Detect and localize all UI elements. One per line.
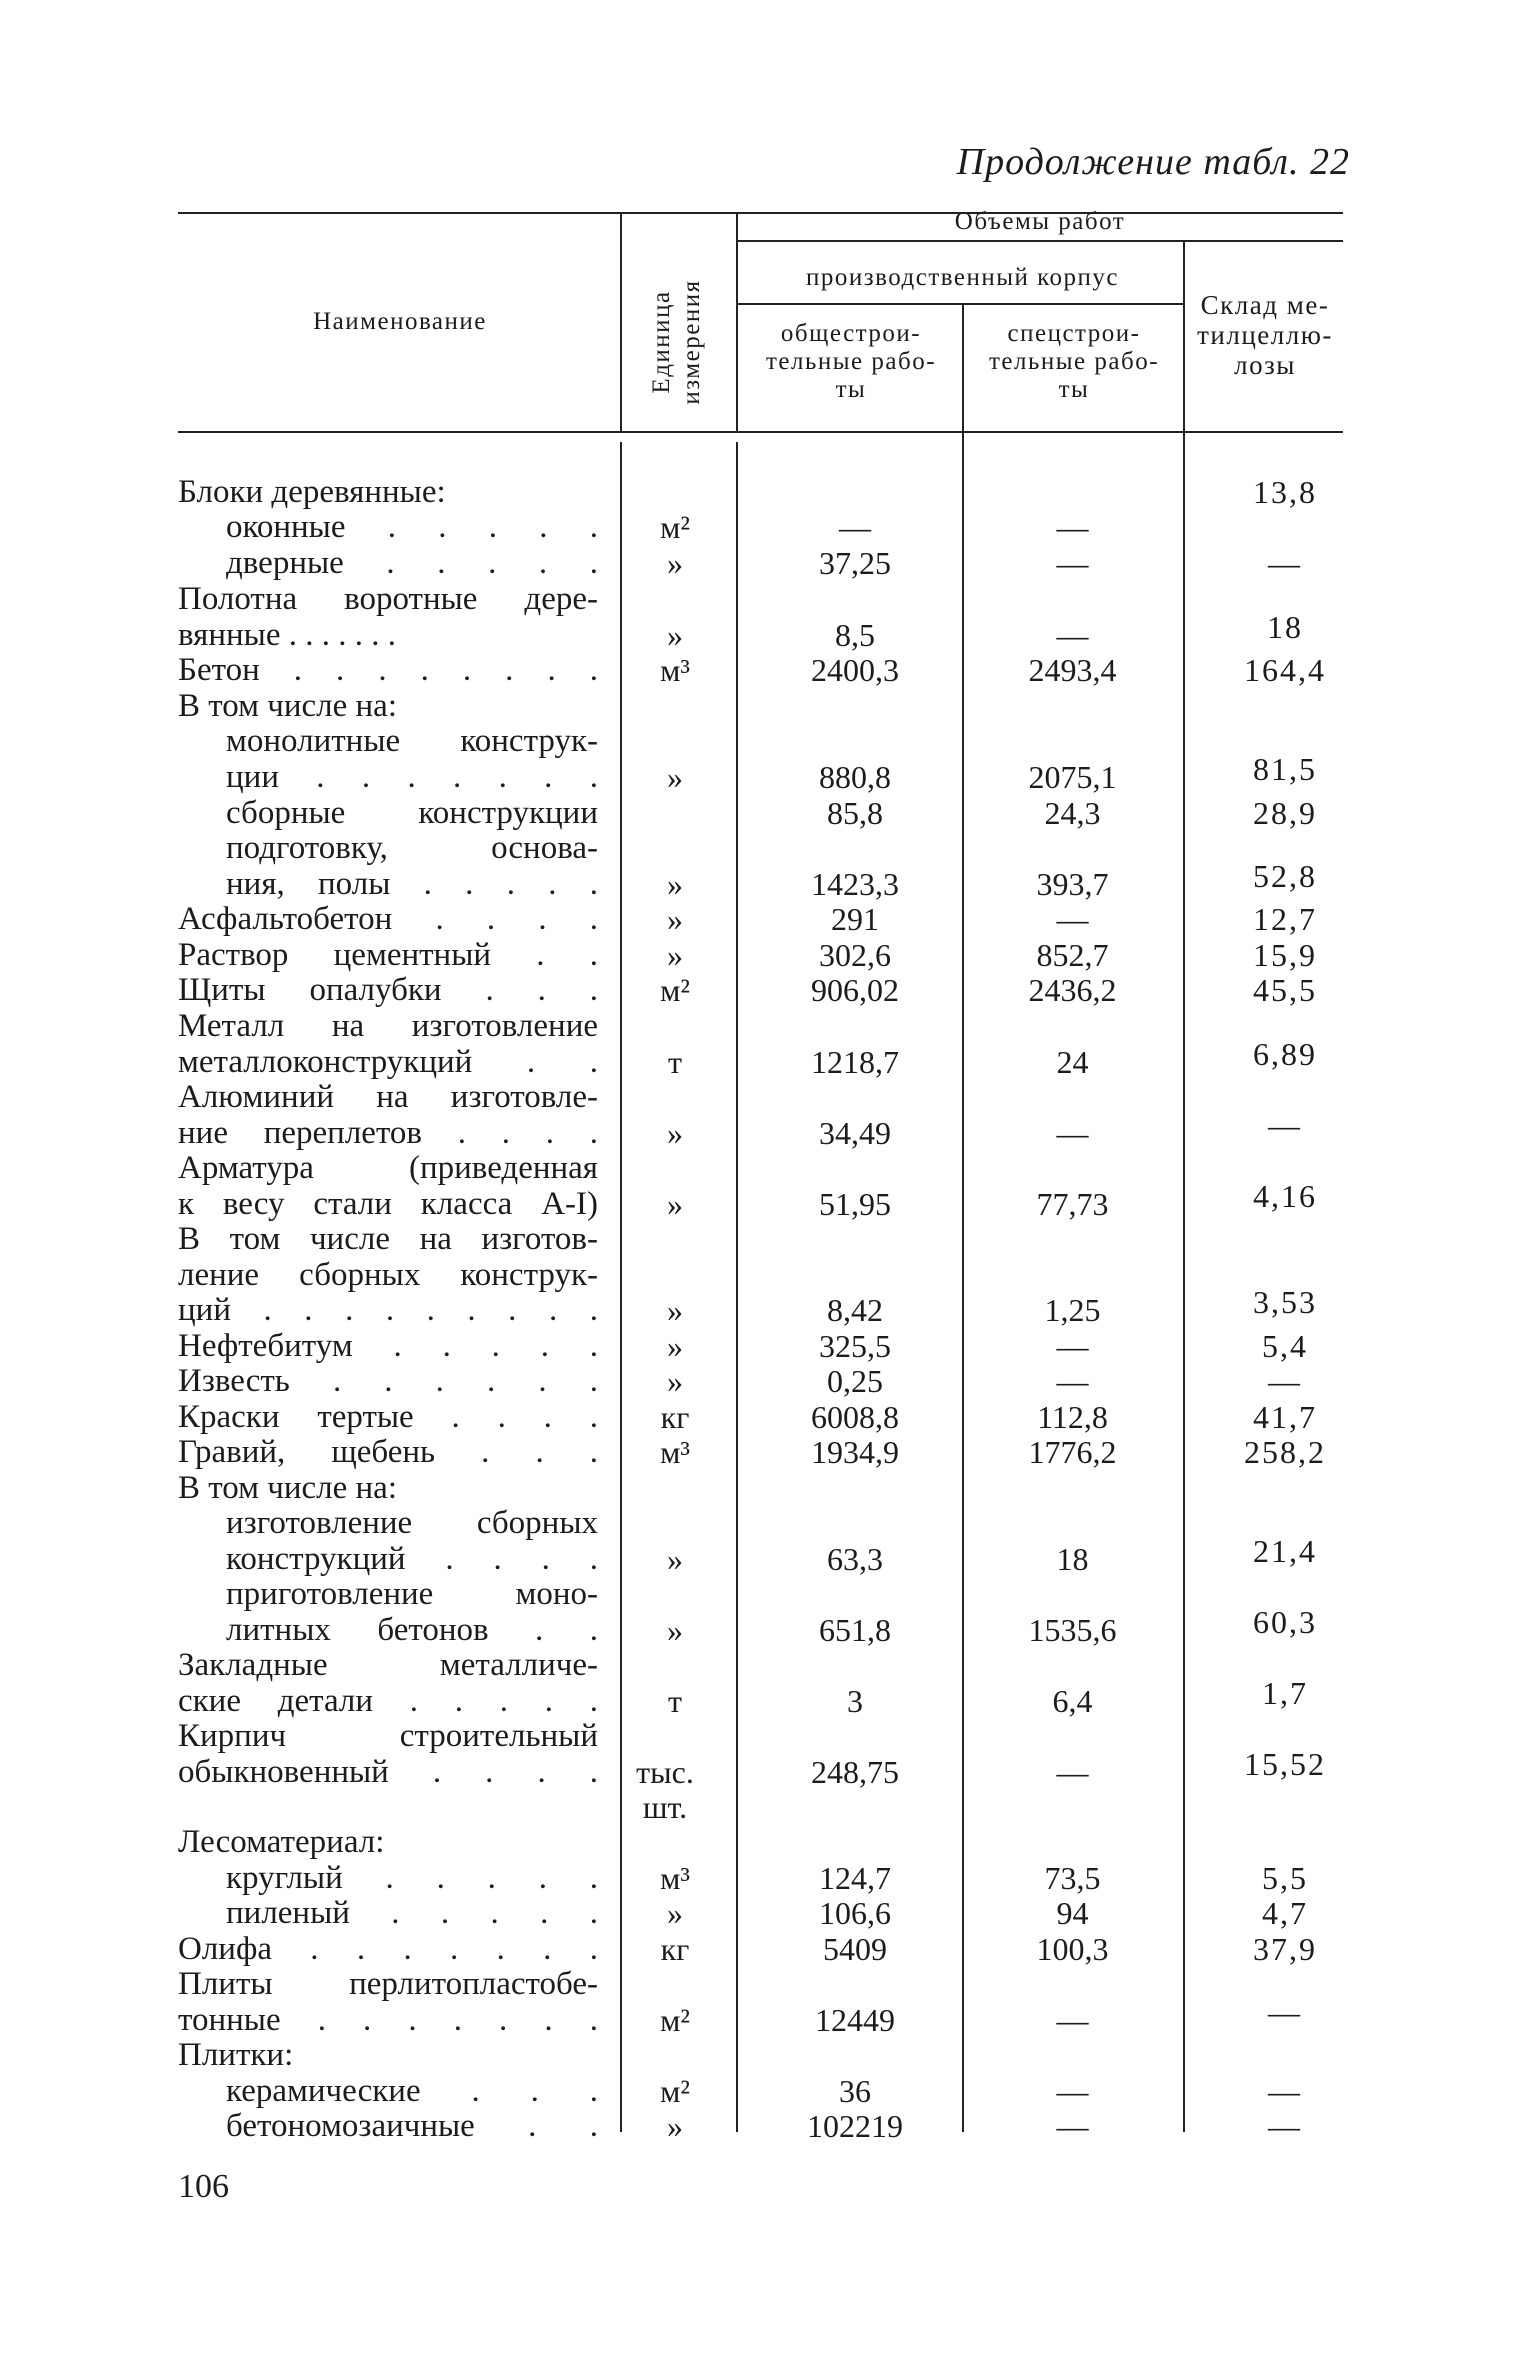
item-name-line: приготовление моно-: [226, 1576, 598, 1612]
unit-cell: »: [667, 1540, 683, 1577]
warehouse-cell: 4,7: [1262, 1895, 1308, 1931]
item-name-line: сборные конструкции: [226, 795, 598, 831]
item-name-line: Олифа . . . . . . .: [178, 1931, 598, 1967]
unit-cell: м³: [660, 652, 690, 688]
general-construction-cell: 37,25: [819, 545, 891, 581]
header-divider-special: [962, 305, 964, 432]
general-construction-cell: 3: [847, 1682, 863, 1719]
header-warehouse-line-3: лозы: [1234, 350, 1296, 380]
general-construction-cell: 1218,7: [811, 1043, 899, 1080]
header-unit: Единица измерения: [648, 279, 705, 405]
unit-cell: »: [667, 937, 683, 973]
warehouse-cell: 12,7: [1253, 901, 1317, 937]
unit-cell: т: [668, 1682, 682, 1719]
unit-cell: »: [667, 1611, 683, 1648]
warehouse-cell: 5,4: [1262, 1328, 1308, 1364]
general-construction-cell: 63,3: [827, 1540, 883, 1577]
header-warehouse-line-2: тилцеллю-: [1197, 320, 1333, 350]
general-construction-cell: 0,25: [827, 1363, 883, 1399]
item-name-line: оконные . . . . .: [226, 509, 598, 545]
item-name: [178, 1648, 598, 1719]
unit-cell: »: [667, 1292, 683, 1329]
special-construction-cell: —: [1056, 616, 1089, 653]
special-construction-cell: 1535,6: [1028, 1611, 1117, 1648]
item-name: [178, 475, 598, 511]
item-name: [178, 1861, 598, 1897]
item-name-line: В том числе на:: [178, 1470, 397, 1506]
item-name: [178, 653, 598, 689]
item-name-line: ции . . . . . . .: [226, 758, 598, 795]
warehouse-cell: 60,3: [1253, 1603, 1317, 1640]
special-construction-cell: 24: [1056, 1043, 1089, 1080]
special-construction-cell: —: [1056, 545, 1089, 581]
unit-cell: »: [667, 1363, 683, 1399]
header-warehouse-line-1: Склад ме-: [1200, 290, 1330, 320]
warehouse-cell: 81,5: [1253, 750, 1317, 787]
warehouse-cell: —: [1268, 1363, 1302, 1399]
special-construction-cell: 73,5: [1044, 1860, 1101, 1896]
special-construction-cell: —: [1056, 509, 1089, 545]
item-name-line: Известь . . . . . .: [178, 1363, 598, 1399]
item-name-line: Раствор цементный . .: [178, 937, 598, 973]
item-name: [178, 1932, 598, 1968]
item-name-line: ния, полы . . . . .: [226, 865, 598, 902]
item-name-line: Асфальтобетон . . . .: [178, 901, 598, 937]
special-construction-cell: 1,25: [1044, 1292, 1101, 1329]
item-name-line: ление сборных конструк-: [178, 1256, 598, 1293]
item-name: [178, 1080, 598, 1151]
header-warehouse: [1186, 290, 1344, 380]
item-name-line: ций . . . . . . . . .: [178, 1292, 598, 1329]
item-name-line: изготовление сборных: [226, 1505, 598, 1541]
item-name-line: литных бетонов . .: [226, 1611, 598, 1648]
header-volumes: Объемы работ: [954, 208, 1126, 235]
item-name: [178, 1364, 598, 1400]
unit-cell: »: [667, 901, 683, 937]
item-name-line: Нефтебитум . . . . .: [178, 1328, 598, 1364]
item-name: [178, 796, 598, 832]
general-construction-cell: 325,5: [819, 1328, 891, 1364]
item-name: [178, 1967, 598, 2038]
header-special-line-2: тельные рабо-: [988, 348, 1160, 375]
unit-cell: »: [667, 758, 683, 795]
warehouse-cell: —: [1268, 2108, 1302, 2144]
special-construction-cell: 18: [1056, 1540, 1089, 1577]
header-special-line-1: спецстрои-: [1007, 320, 1141, 347]
special-construction-cell: —: [1056, 2001, 1089, 2038]
item-name-line: Плитки:: [178, 2037, 294, 2073]
special-construction-cell: 852,7: [1036, 937, 1109, 973]
item-name: [178, 1719, 598, 1790]
body-divider-general: [736, 442, 738, 2132]
special-construction-cell: 6,4: [1052, 1682, 1093, 1719]
item-name-line: Щиты опалубки . . .: [178, 972, 598, 1008]
item-name-line: вянные . . . . . . .: [178, 616, 396, 653]
unit-cell: т: [668, 1043, 682, 1080]
item-name-line: тонные . . . . . . .: [178, 2001, 598, 2038]
item-name-line: Плиты перлитопластобе-: [178, 1966, 598, 2002]
general-construction-cell: 85,8: [827, 795, 883, 831]
general-construction-cell: 6008,8: [811, 1399, 899, 1435]
header-name: Наименование: [313, 308, 487, 335]
special-construction-cell: 2493,4: [1028, 652, 1117, 688]
warehouse-cell: 52,8: [1253, 857, 1317, 894]
special-construction-cell: —: [1056, 2108, 1089, 2144]
unit-cell: м³: [660, 1434, 690, 1470]
general-construction-cell: —: [839, 509, 871, 545]
warehouse-cell: 21,4: [1253, 1532, 1317, 1569]
unit-cell: »: [667, 1114, 683, 1151]
page-number: 106: [178, 2168, 229, 2205]
general-construction-cell: 1934,9: [811, 1434, 899, 1470]
special-construction-cell: 2436,2: [1028, 972, 1117, 1008]
item-name-line: Металл на изготовление: [178, 1008, 598, 1044]
item-name-line: Блоки деревянные:: [178, 474, 446, 510]
item-name: [178, 689, 598, 725]
unit-cell: м²: [660, 972, 690, 1008]
general-construction-cell: 248,75: [811, 1753, 899, 1790]
item-name-line: металлоконструкций . .: [178, 1043, 598, 1080]
general-construction-cell: 12449: [815, 2001, 895, 2038]
item-name: [178, 973, 598, 1009]
item-name-line: конструкций . . . .: [226, 1540, 598, 1577]
item-name-line: к весу стали класса А-I): [178, 1185, 598, 1222]
special-construction-cell: 393,7: [1036, 865, 1109, 902]
header-general-line-3: ты: [835, 376, 867, 403]
item-name-line: Алюминий на изготовле-: [178, 1079, 598, 1115]
special-construction-cell: 77,73: [1036, 1185, 1109, 1222]
unit-cell: м²: [660, 2073, 690, 2109]
unit-cell: »: [667, 1328, 683, 1364]
warehouse-cell: 1,7: [1262, 1674, 1308, 1711]
warehouse-cell: —: [1268, 2073, 1302, 2109]
item-name: [178, 510, 598, 546]
item-name: [178, 1151, 598, 1222]
warehouse-cell: 258,2: [1244, 1434, 1326, 1470]
warehouse-cell: —: [1268, 1106, 1302, 1143]
warehouse-cell: 18: [1267, 608, 1303, 645]
general-construction-cell: 5409: [823, 1931, 887, 1967]
unit-cell: »: [667, 1185, 683, 1222]
general-construction-cell: 34,49: [819, 1114, 891, 1151]
item-name-line: керамические . . .: [226, 2073, 598, 2109]
general-construction-cell: 2400,3: [811, 652, 899, 688]
volumes-rule: [738, 240, 1343, 242]
item-name-line: монолитные конструк-: [226, 723, 598, 759]
item-name-line: круглый . . . . .: [226, 1860, 598, 1896]
item-name-line: Арматура (приведенная: [178, 1150, 598, 1186]
special-construction-cell: 94: [1056, 1895, 1089, 1931]
unit-cell: »: [667, 1895, 683, 1931]
special-construction-cell: —: [1056, 1753, 1089, 1790]
general-construction-cell: 880,8: [819, 758, 891, 795]
item-name: [178, 582, 598, 653]
special-construction-cell: 1776,2: [1028, 1434, 1117, 1470]
unit-cell: м²: [660, 509, 690, 545]
warehouse-cell: 15,9: [1253, 937, 1317, 973]
item-name-line: бетономозаичные . .: [226, 2108, 598, 2144]
item-name-line: дверные . . . . .: [226, 545, 598, 581]
header-special-line-3: ты: [1058, 376, 1090, 403]
item-name: [178, 1329, 598, 1365]
item-name: [178, 1825, 598, 1861]
item-name-line: Лесоматериал:: [178, 1824, 385, 1860]
header-divider-volumes: [736, 212, 738, 432]
special-construction-cell: —: [1056, 1363, 1089, 1399]
header-special-construction: [965, 320, 1183, 404]
general-construction-cell: 906,02: [811, 972, 899, 1008]
warehouse-cell: 41,7: [1253, 1399, 1317, 1435]
unit-cell: кг: [660, 1931, 690, 1967]
special-construction-cell: 24,3: [1044, 795, 1101, 831]
warehouse-cell: —: [1268, 545, 1302, 581]
general-construction-cell: 651,8: [819, 1611, 891, 1648]
item-name: [178, 1471, 598, 1507]
warehouse-cell: 6,89: [1253, 1035, 1317, 1072]
item-name: [178, 724, 598, 795]
header-general-line-2: тельные рабо-: [765, 348, 937, 375]
special-construction-cell: 112,8: [1037, 1399, 1108, 1435]
item-name-line: пиленый . . . . .: [226, 1895, 598, 1931]
general-construction-cell: 8,5: [835, 616, 875, 653]
warehouse-cell: 37,9: [1253, 1931, 1317, 1967]
warehouse-cell: 164,4: [1244, 652, 1326, 688]
general-construction-cell: 302,6: [819, 937, 891, 973]
general-construction-cell: 36: [839, 2073, 871, 2109]
warehouse-cell: 3,53: [1253, 1284, 1317, 1321]
warehouse-cell: 15,52: [1244, 1745, 1326, 1782]
general-construction-cell: 124,7: [819, 1860, 891, 1896]
item-name-line: В том числе на:: [178, 688, 397, 724]
header-bottom-rule: [178, 431, 1343, 433]
item-name: [178, 1222, 598, 1329]
warehouse-cell: —: [1268, 1993, 1302, 2030]
header-divider-unit: [620, 212, 622, 432]
unit-cell: »: [667, 865, 683, 902]
item-name: [178, 2038, 598, 2074]
general-construction-cell: 8,42: [827, 1292, 883, 1329]
item-name: [178, 831, 598, 902]
item-name-line: Краски тертые . . . .: [178, 1399, 598, 1435]
general-construction-cell: 106,6: [819, 1895, 891, 1931]
general-construction-cell: 102219: [807, 2108, 903, 2144]
item-name-line: подготовку, основа-: [226, 830, 598, 866]
item-name: [178, 2109, 598, 2145]
unit-cell: »: [667, 2108, 683, 2144]
warehouse-cell: 4,16: [1253, 1177, 1317, 1214]
item-name-line: Бетон . . . . . . . .: [178, 652, 598, 688]
warehouse-cell: 45,5: [1253, 972, 1317, 1008]
unit-cell: м³: [660, 1860, 690, 1896]
special-construction-cell: 2075,1: [1028, 758, 1117, 795]
item-name: [178, 1506, 598, 1577]
item-name: [178, 2074, 598, 2110]
item-name-line: Полотна воротные дере-: [178, 581, 598, 617]
unit-cell: кг: [660, 1399, 690, 1435]
unit-cell: м²: [660, 2001, 690, 2038]
item-name-line: Гравий, щебень . . .: [178, 1434, 598, 1470]
header-general-construction: [740, 320, 962, 404]
special-construction-cell: —: [1056, 1328, 1089, 1364]
warehouse-cell: 5,5: [1262, 1860, 1308, 1896]
general-construction-cell: 51,95: [819, 1185, 891, 1222]
general-construction-cell: 291: [831, 901, 879, 937]
special-construction-cell: —: [1056, 1114, 1089, 1151]
item-name: [178, 1435, 598, 1471]
unit-cell: тыс. шт.: [636, 1753, 694, 1825]
unit-cell: »: [667, 545, 683, 581]
item-name-line: Кирпич строительный: [178, 1718, 598, 1754]
warehouse-cell: 13,8: [1253, 474, 1317, 510]
special-construction-cell: 100,3: [1036, 1931, 1109, 1967]
item-name-line: обыкновенный . . . .: [178, 1753, 598, 1790]
special-construction-cell: —: [1056, 2073, 1089, 2109]
item-name: [178, 546, 598, 582]
general-construction-cell: 1423,3: [811, 865, 899, 902]
unit-cell: »: [667, 616, 683, 653]
header-general-line-1: общестрои-: [780, 320, 922, 347]
warehouse-cell: 28,9: [1253, 795, 1317, 831]
special-construction-cell: —: [1056, 901, 1089, 937]
header-production-building: производственный корпус: [805, 264, 1120, 291]
body-divider-unit: [620, 442, 622, 2132]
item-name-line: Закладные металличе-: [178, 1647, 598, 1683]
item-name-line: В том числе на изготов-: [178, 1221, 598, 1257]
item-name: [178, 1577, 598, 1648]
table-caption: Продолжение табл. 22: [956, 141, 1350, 183]
item-name-line: ские детали . . . . .: [178, 1682, 598, 1719]
item-name: [178, 1896, 598, 1932]
item-name: [178, 1400, 598, 1436]
item-name: [178, 902, 598, 938]
item-name: [178, 1009, 598, 1080]
item-name: [178, 938, 598, 974]
item-name-line: ние переплетов . . . .: [178, 1114, 598, 1151]
